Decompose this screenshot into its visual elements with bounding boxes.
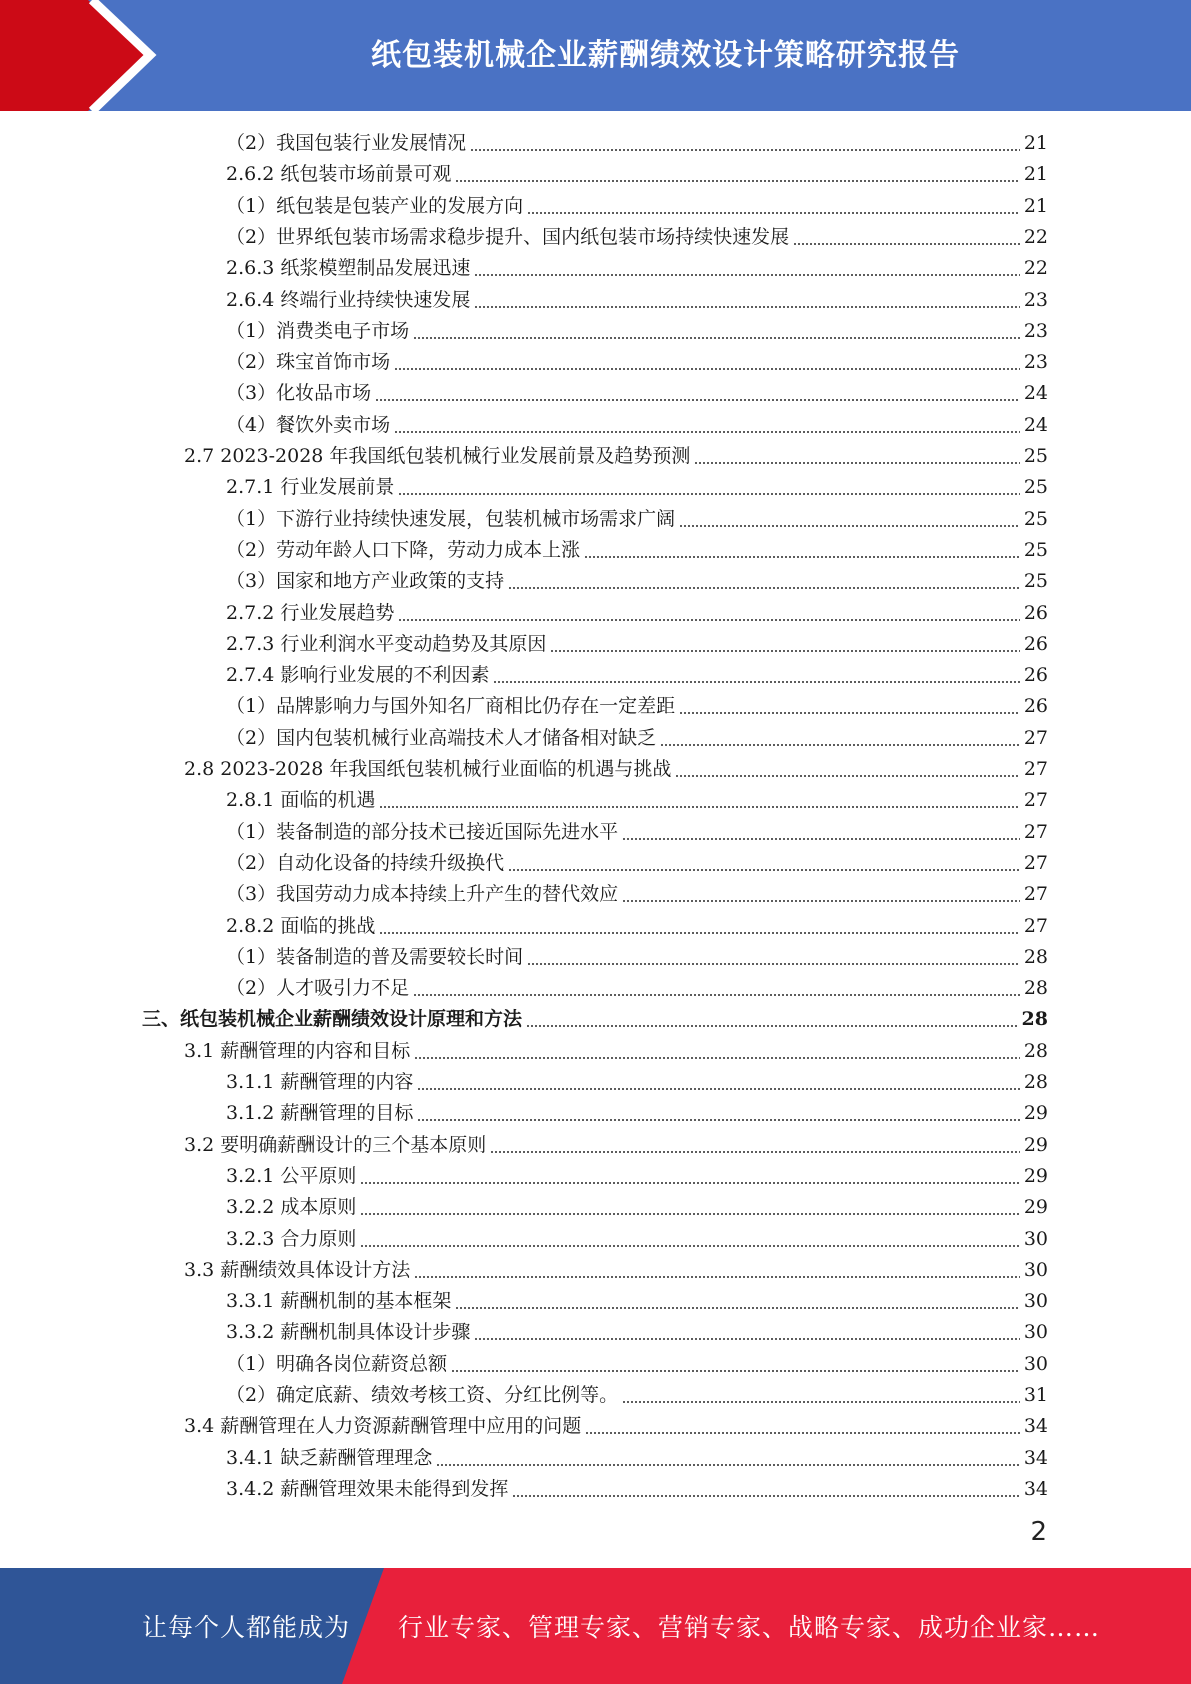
toc-dot-leader — [474, 1338, 1019, 1340]
toc-entry-label: 3.2.1 公平原则 — [226, 1164, 357, 1187]
toc-entry[interactable] — [226, 848, 1048, 879]
toc-entry[interactable] — [184, 1411, 1048, 1442]
toc-dot-leader — [526, 1025, 1018, 1027]
toc-entry[interactable] — [226, 535, 1048, 566]
toc-entry-label: 2.8.2 面临的挑战 — [226, 914, 376, 937]
toc-entry[interactable] — [226, 128, 1048, 159]
toc-dot-leader — [679, 712, 1020, 714]
toc-dot-leader — [398, 493, 1019, 495]
toc-entry-page: 27 — [1023, 789, 1048, 812]
toc-entry[interactable] — [226, 1349, 1048, 1380]
document-title: 纸包装机械企业薪酬绩效设计策略研究报告 — [371, 38, 960, 73]
toc-entry[interactable] — [226, 660, 1048, 691]
toc-dot-leader — [660, 744, 1020, 746]
toc-entry-page: 27 — [1023, 914, 1048, 937]
toc-entry-page: 29 — [1023, 1164, 1048, 1187]
toc-entry[interactable] — [184, 1130, 1048, 1161]
toc-entry[interactable] — [184, 441, 1048, 472]
toc-entry-page: 21 — [1023, 194, 1048, 217]
toc-entry-page: 29 — [1023, 1133, 1048, 1156]
toc-entry-page: 27 — [1023, 820, 1048, 843]
toc-entry[interactable] — [226, 1286, 1048, 1317]
toc-entry-label: 2.7.3 行业利润水平变动趋势及其原因 — [226, 632, 547, 655]
toc-dot-leader — [508, 869, 1020, 871]
toc-entry-label: 2.8.1 面临的机遇 — [226, 789, 376, 812]
toc-dot-leader — [360, 1245, 1019, 1247]
toc-entry[interactable] — [184, 754, 1048, 785]
toc-entry-page: 24 — [1023, 382, 1048, 405]
toc-dot-leader — [436, 1464, 1019, 1466]
toc-entry-label: 3.1 薪酬管理的内容和目标 — [184, 1039, 411, 1062]
toc-entry[interactable] — [226, 285, 1048, 316]
toc-entry-label: （1）装备制造的部分技术已接近国际先进水平 — [226, 820, 619, 843]
toc-entry[interactable] — [226, 1380, 1048, 1411]
toc-entry-page: 28 — [1023, 1071, 1048, 1093]
toc-entry-label: （2）世界纸包装市场需求稳步提升、国内纸包装市场持续快速发展 — [226, 225, 790, 248]
toc-entry-label: 3.2.3 合力原则 — [226, 1227, 357, 1250]
toc-entry-page: 22 — [1023, 257, 1048, 280]
toc-entry-page: 31 — [1023, 1384, 1048, 1406]
toc-entry-page: 34 — [1023, 1477, 1048, 1500]
page-number: 2 — [1030, 1517, 1047, 1547]
toc-dot-leader — [379, 932, 1019, 934]
toc-entry[interactable] — [226, 347, 1048, 378]
toc-dot-leader — [394, 368, 1020, 370]
toc-dot-leader — [679, 525, 1020, 527]
toc-dot-leader — [455, 180, 1019, 182]
toc-entry-page: 25 — [1023, 445, 1048, 467]
toc-entry-page: 26 — [1023, 601, 1048, 624]
toc-entry-page: 25 — [1023, 538, 1048, 561]
toc-entry-label: （3）化妆品市场 — [226, 382, 372, 405]
toc-entry-page: 25 — [1023, 476, 1048, 499]
toc-dot-leader — [394, 431, 1020, 433]
toc-entry-label: 2.6.3 纸浆模塑制品发展迅速 — [226, 257, 471, 280]
toc-entry-label: 2.6.2 纸包装市场前景可观 — [226, 163, 452, 186]
toc-entry[interactable] — [226, 1474, 1048, 1505]
toc-entry-label: （2）自动化设备的持续升级换代 — [226, 851, 505, 874]
toc-dot-leader — [490, 1151, 1020, 1153]
toc-dot-leader — [398, 619, 1019, 621]
toc-entry-page: 21 — [1023, 163, 1048, 186]
toc-entry[interactable] — [142, 1004, 1048, 1035]
toc-entry-page: 30 — [1023, 1321, 1048, 1344]
toc-entry[interactable] — [226, 1192, 1048, 1223]
page-footer — [0, 1568, 1191, 1684]
toc-entry-label: 3.3.2 薪酬机制具体设计步骤 — [226, 1321, 471, 1344]
toc-dot-leader — [375, 399, 1020, 401]
toc-dot-leader — [512, 1495, 1019, 1497]
toc-entry-label: （2）劳动年龄人口下降，劳动力成本上涨 — [226, 538, 581, 561]
toc-entry[interactable] — [226, 316, 1048, 347]
toc-entry[interactable] — [226, 879, 1048, 910]
toc-entry-page: 29 — [1023, 1196, 1048, 1219]
toc-dot-leader — [527, 963, 1020, 965]
toc-entry[interactable] — [226, 1224, 1048, 1255]
toc-entry-page: 25 — [1023, 570, 1048, 593]
toc-entry-page: 27 — [1023, 851, 1048, 874]
toc-entry-page: 30 — [1023, 1290, 1048, 1313]
toc-entry-label: （2）人才吸引力不足 — [226, 977, 410, 1000]
toc-dot-leader — [585, 1432, 1020, 1434]
toc-entry[interactable] — [226, 253, 1048, 284]
toc-entry[interactable] — [184, 1036, 1048, 1067]
toc-entry[interactable] — [226, 1443, 1048, 1474]
toc-entry[interactable] — [226, 911, 1048, 942]
toc-entry[interactable] — [226, 723, 1048, 754]
toc-entry-page: 27 — [1023, 726, 1048, 749]
toc-entry-page: 23 — [1023, 288, 1048, 311]
toc-entry-label: （3）国家和地方产业政策的支持 — [226, 570, 505, 593]
toc-dot-leader — [414, 1276, 1020, 1278]
page-header — [0, 0, 1191, 111]
toc-dot-leader — [417, 1119, 1019, 1121]
toc-entry-label: 2.7.1 行业发展前景 — [226, 476, 395, 499]
toc-entry-label: 3.3 薪酬绩效具体设计方法 — [184, 1258, 411, 1281]
toc-entry-label: 2.8 2023-2028 年我国纸包装机械行业面临的机遇与挑战 — [184, 758, 672, 780]
toc-entry-page: 34 — [1023, 1415, 1048, 1438]
toc-dot-leader — [451, 1370, 1020, 1372]
toc-dot-leader — [474, 274, 1019, 276]
toc-dot-leader — [508, 587, 1020, 589]
toc-entry-page: 30 — [1023, 1258, 1048, 1281]
toc-entry-label: （1）消费类电子市场 — [226, 319, 410, 342]
toc-entry-page: 27 — [1023, 883, 1048, 906]
toc-entry[interactable] — [226, 159, 1048, 190]
toc-entry-label: （2）珠宝首饰市场 — [226, 351, 391, 374]
toc-entry-label: （1）品牌影响力与国外知名厂商相比仍存在一定差距 — [226, 695, 676, 718]
toc-dot-leader — [470, 149, 1020, 151]
toc-dot-leader — [413, 994, 1020, 996]
toc-dot-leader — [622, 900, 1020, 902]
toc-entry[interactable] — [226, 410, 1048, 441]
toc-entry-label: 3.4.1 缺乏薪酬管理理念 — [226, 1446, 433, 1469]
toc-entry-page: 27 — [1023, 758, 1048, 780]
toc-entry-page: 22 — [1023, 225, 1048, 248]
toc-dot-leader — [455, 1307, 1019, 1309]
toc-entry-page: 29 — [1023, 1102, 1048, 1125]
toc-entry[interactable] — [226, 566, 1048, 597]
toc-entry-page: 26 — [1023, 664, 1048, 687]
toc-entry-page: 23 — [1023, 351, 1048, 374]
toc-dot-leader — [793, 243, 1020, 245]
toc-dot-leader — [413, 337, 1020, 339]
toc-entry[interactable] — [226, 973, 1048, 1004]
toc-entry-page: 28 — [1021, 1008, 1048, 1031]
toc-entry-label: （1）装备制造的普及需要较长时间 — [226, 945, 524, 968]
toc-dot-leader — [360, 1182, 1019, 1184]
toc-entry-label: 三、纸包装机械企业薪酬绩效设计原理和方法 — [142, 1008, 523, 1031]
toc-entry-label: （2）我国包装行业发展情况 — [226, 132, 467, 154]
toc-dot-leader — [527, 212, 1020, 214]
toc-dot-leader — [493, 681, 1019, 683]
toc-dot-leader — [675, 775, 1019, 777]
toc-entry-page: 28 — [1023, 1039, 1048, 1062]
footer-slogan-left: 让每个人都能成为 — [142, 1613, 351, 1642]
toc-entry-label: 3.2.2 成本原则 — [226, 1196, 357, 1219]
toc-entry-label: 3.4 薪酬管理在人力资源薪酬管理中应用的问题 — [184, 1415, 582, 1438]
toc-entry-page: 30 — [1023, 1227, 1048, 1250]
toc-entry[interactable] — [226, 191, 1048, 222]
toc-entry-page: 34 — [1023, 1446, 1048, 1469]
toc-entry-page: 26 — [1023, 632, 1048, 655]
toc-dot-leader — [622, 1401, 1020, 1403]
toc-entry[interactable] — [226, 817, 1048, 848]
toc-entry[interactable] — [226, 691, 1048, 722]
toc-entry-label: （1）下游行业持续快速发展，包装机械市场需求广阔 — [226, 507, 676, 530]
toc-dot-leader — [379, 806, 1019, 808]
toc-entry-label: 2.7.2 行业发展趋势 — [226, 601, 395, 624]
toc-entry-label: （3）我国劳动力成本持续上升产生的替代效应 — [226, 883, 619, 906]
toc-entry-page: 21 — [1023, 132, 1048, 154]
toc-dot-leader — [622, 838, 1020, 840]
toc-dot-leader — [360, 1213, 1019, 1215]
toc-entry-label: 2.7 2023-2028 年我国纸包装机械行业发展前景及趋势预测 — [184, 445, 691, 467]
toc-entry[interactable] — [184, 1255, 1048, 1286]
toc-entry-label: 2.6.4 终端行业持续快速发展 — [226, 288, 471, 311]
toc-entry[interactable] — [226, 1317, 1048, 1348]
toc-entry[interactable] — [226, 1098, 1048, 1129]
toc-entry-page: 28 — [1023, 977, 1048, 1000]
toc-entry-label: （4）餐饮外卖市场 — [226, 413, 391, 436]
toc-entry[interactable] — [226, 1067, 1048, 1098]
toc-entry[interactable] — [226, 629, 1048, 660]
toc-entry-label: 3.1.1 薪酬管理的内容 — [226, 1071, 414, 1093]
toc-entry-label: （2）确定底薪、绩效考核工资、分红比例等。 — [226, 1384, 619, 1406]
toc-entry-label: 2.7.4 影响行业发展的不利因素 — [226, 664, 490, 687]
toc-entry-label: （2）国内包装机械行业高端技术人才储备相对缺乏 — [226, 726, 657, 749]
toc-entry-label: （1）纸包装是包装产业的发展方向 — [226, 194, 524, 217]
toc-entry[interactable] — [226, 222, 1048, 253]
toc-entry-page: 26 — [1023, 695, 1048, 718]
toc-entry[interactable] — [226, 472, 1048, 503]
toc-entry-label: 3.2 要明确薪酬设计的三个基本原则 — [184, 1133, 487, 1156]
footer-slogan-right: 行业专家、管理专家、营销专家、战略专家、成功企业家…… — [398, 1613, 1101, 1642]
toc-entry-label: 3.4.2 薪酬管理效果未能得到发挥 — [226, 1477, 509, 1500]
toc-dot-leader — [550, 650, 1019, 652]
toc-dot-leader — [694, 462, 1019, 464]
toc-dot-leader — [584, 556, 1020, 558]
toc-entry-page: 23 — [1023, 319, 1048, 342]
toc-entry[interactable] — [226, 1161, 1048, 1192]
toc-entry-page: 25 — [1023, 507, 1048, 530]
toc-entry-page: 28 — [1023, 945, 1048, 968]
toc-entry[interactable] — [226, 504, 1048, 535]
toc-entry[interactable] — [226, 785, 1048, 816]
toc-dot-leader — [474, 306, 1019, 308]
toc-entry[interactable] — [226, 942, 1048, 973]
toc-dot-leader — [417, 1088, 1019, 1090]
toc-entry-label: （1）明确各岗位薪资总额 — [226, 1352, 448, 1375]
toc-entry[interactable] — [226, 598, 1048, 629]
toc-entry-page: 24 — [1023, 413, 1048, 436]
toc-entry-page: 30 — [1023, 1352, 1048, 1375]
toc-entry[interactable] — [226, 378, 1048, 409]
toc-entry-label: 3.3.1 薪酬机制的基本框架 — [226, 1290, 452, 1313]
toc-dot-leader — [414, 1057, 1020, 1059]
toc-entry-label: 3.1.2 薪酬管理的目标 — [226, 1102, 414, 1125]
